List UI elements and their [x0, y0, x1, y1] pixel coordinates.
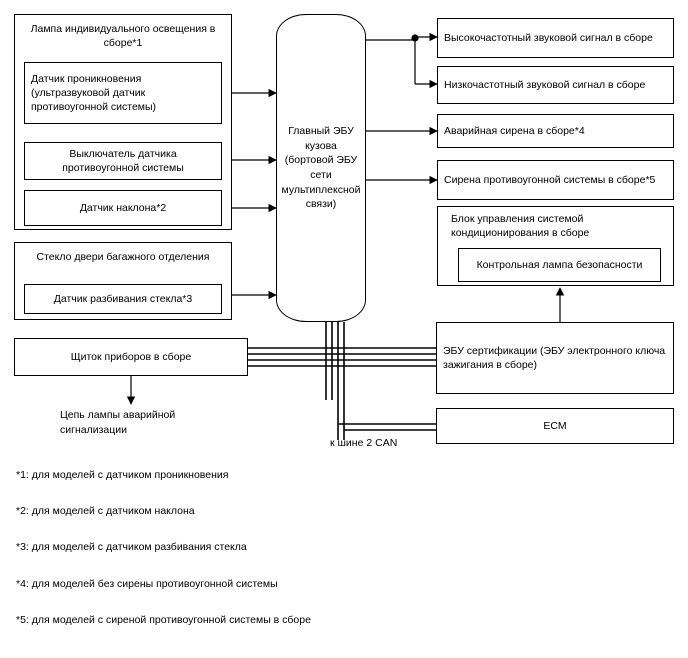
label-can-bus-2: к шине 2 CAN [330, 437, 398, 449]
group-interior-light-title: Лампа индивидуального освещения в сборе*1 [30, 23, 216, 50]
box-theft-deterrent-siren: Сирена противоугонной системы в сборе*5 [437, 160, 674, 200]
box-main-body-ecu: Главный ЭБУ кузова (бортовой ЭБУ сети мультиплексной связи) [276, 14, 366, 322]
box-emergency-siren: Аварийная сирена в сборе*4 [437, 114, 674, 148]
group-ac-control-title: Блок управления системой кондиционирования в сборе [451, 213, 590, 240]
box-instrument-cluster: Щиток приборов в сборе [14, 338, 248, 376]
footnotes-list [16, 468, 666, 649]
footnote-4: *4: для моделей без сирены противоугонной системы [16, 577, 278, 590]
box-security-indicator-lamp: Контрольная лампа безопасности [458, 248, 661, 282]
footnote-2: *2: для моделей с датчиком наклона [16, 505, 195, 518]
box-intrusion-sensor: Датчик проникновения (ультразвуковой датчик противоугонной системы) [24, 62, 222, 124]
box-glass-break-sensor: Датчик разбивания стекла*3 [24, 284, 222, 314]
box-certification-ecu: ЭБУ сертификации (ЭБУ электронного ключа зажигания в сборе) [436, 322, 674, 394]
label-hazard-lamp-circuit: Цепь лампы аварийной сигнализации [60, 409, 176, 436]
box-tilt-sensor: Датчик наклона*2 [24, 190, 222, 226]
box-theft-sensor-switch: Выключатель датчика противоугонной системы [24, 142, 222, 180]
footnote-3: *3: для моделей с датчиком разбивания стекла [16, 541, 247, 554]
footnote-1: *1: для моделей с датчиком проникновения [16, 469, 229, 481]
footnote-5: *5: для моделей с сиреной противоугонной системы в сборе [16, 613, 311, 626]
group-back-door-glass-title: Стекло двери багажного отделения [36, 251, 210, 263]
box-ecm: ECM [436, 408, 674, 444]
box-high-pitched-horn: Высокочастотный звуковой сигнал в сборе [437, 18, 674, 58]
box-low-pitched-horn: Низкочастотный звуковой сигнал в сборе [437, 66, 674, 104]
